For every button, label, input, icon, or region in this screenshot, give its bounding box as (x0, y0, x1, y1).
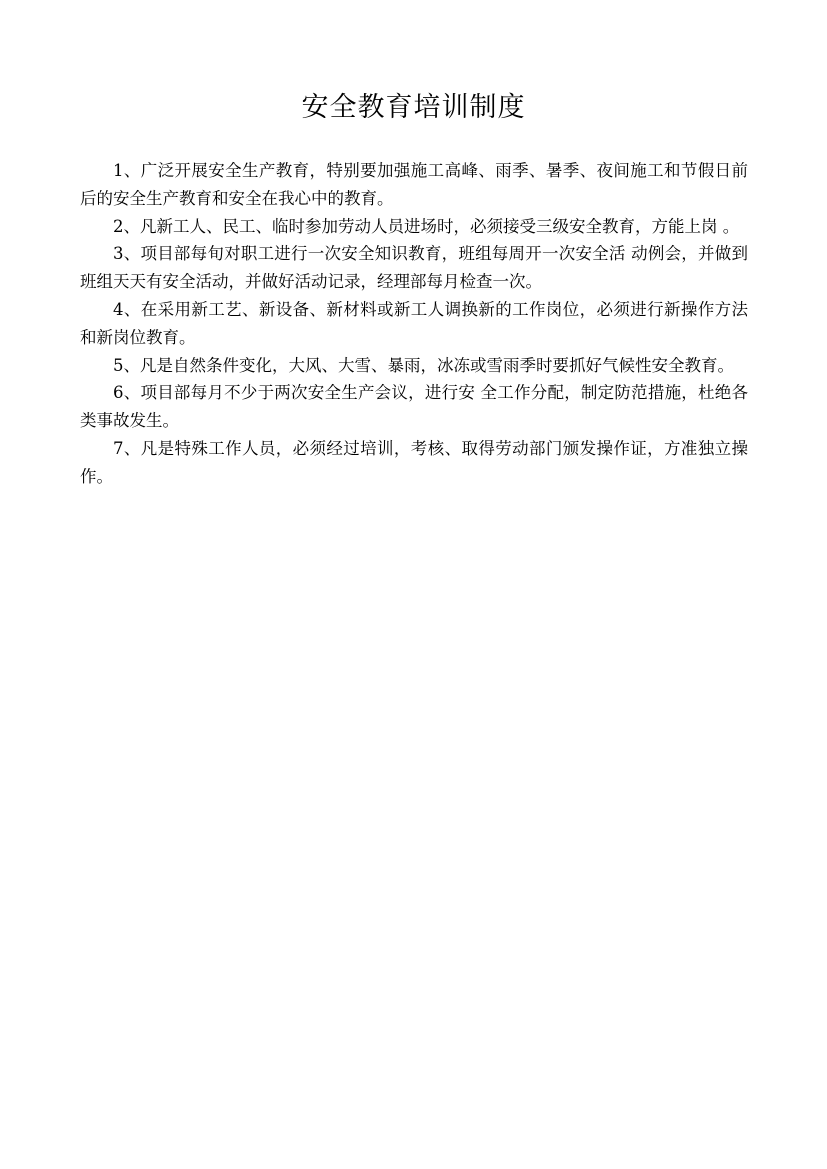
paragraph-5: 5、凡是自然条件变化，大风、大雪、暴雨，冰冻或雪雨季时要抓好气候性安全教育。 (113, 355, 734, 375)
paragraph-7: 7、凡是特殊工作人员，必须经过培训，考核、取得劳动部门颁发操作证，方准独立操作。 (80, 438, 748, 486)
paragraph-1: 1、广泛开展安全生产教育，特别要加强施工高峰、雨季、暑季、夜间施工和节假日前后的安全生产教育和安全在我心中的教育。 (80, 161, 748, 208)
paragraph-4: 4、在采用新工艺、新设备、新材料或新工人调换新的工作岗位，必须进行新操作方法和新岗位教育。 (80, 299, 748, 347)
paragraph-3: 3、项目部每旬对职工进行一次安全知识教育，班组每周开一次安全活 动例会，并做到班组天天有安全活动，并做好活动记录，经理部每月检查一次。 (80, 244, 748, 292)
paragraph-2: 2、凡新工人、民工、临时参加劳动人员进场时，必须接受三级安全教育，方能上岗 。 (113, 216, 740, 236)
document-body (80, 157, 748, 491)
paragraph-6: 6、项目部每月不少于两次安全生产会议，进行安 全工作分配，制定防范措施，杜绝各类事故发生。 (80, 383, 748, 431)
document-title: 安全教育培训制度 (301, 92, 526, 123)
